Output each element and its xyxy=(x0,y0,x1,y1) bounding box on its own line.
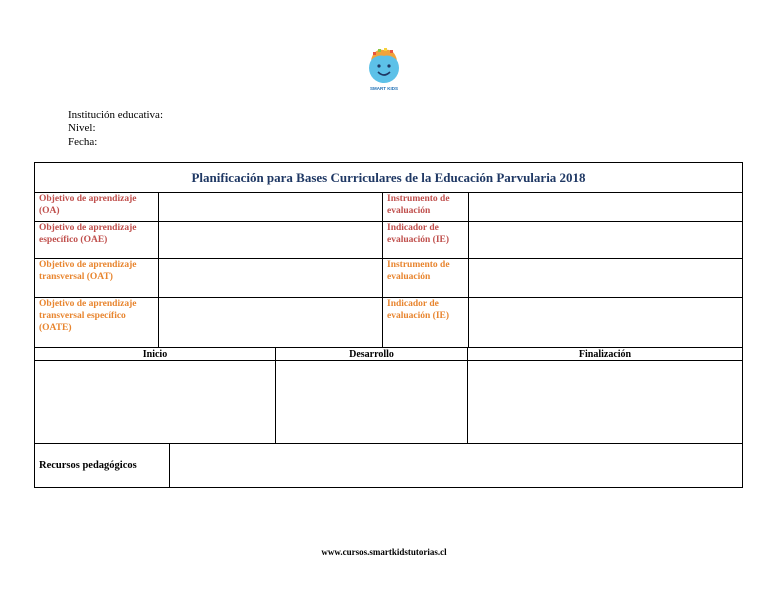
footer-url: www.cursos.smartkidstutorias.cl xyxy=(321,547,447,557)
stage-header-inicio: Inicio xyxy=(35,348,276,361)
oat-input-cell[interactable] xyxy=(159,259,383,298)
indicator-input-cell-2[interactable] xyxy=(469,298,743,348)
institution-label: Institución educativa: xyxy=(68,109,163,121)
indicator-input-cell-1[interactable] xyxy=(469,222,743,259)
stages-table xyxy=(34,347,743,444)
oat-label: Objetivo de aprendizaje transversal (OAT) xyxy=(35,259,159,298)
oae-label: Objetivo de aprendizaje específico (OAE) xyxy=(35,222,159,259)
stage-body-finalizacion[interactable] xyxy=(468,361,743,444)
level-label: Nivel: xyxy=(68,122,96,134)
stage-header-finalizacion: Finalización xyxy=(468,348,743,361)
resources-input-cell[interactable] xyxy=(170,444,743,488)
instrument-input-cell-1[interactable] xyxy=(469,193,743,222)
stage-body-inicio[interactable] xyxy=(35,361,276,444)
resources-table xyxy=(34,443,743,488)
planning-table xyxy=(34,162,743,348)
table-title: Planificación para Bases Curriculares de la Educación Parvularia 2018 xyxy=(35,163,743,193)
oa-input-cell[interactable] xyxy=(159,193,383,222)
stage-body-desarrollo[interactable] xyxy=(276,361,468,444)
logo-caption: SMART KIDS xyxy=(370,86,398,91)
oate-input-cell[interactable] xyxy=(159,298,383,348)
oa-label: Objetivo de aprendizaje (OA) xyxy=(35,193,159,222)
indicator-label-1: Indicador de evaluación (IE) xyxy=(383,222,469,259)
instrument-input-cell-2[interactable] xyxy=(469,259,743,298)
oae-input-cell[interactable] xyxy=(159,222,383,259)
instrument-label-2: Instrumento de evaluación xyxy=(383,259,469,298)
resources-label: Recursos pedagógicos xyxy=(35,444,170,488)
stage-header-desarrollo: Desarrollo xyxy=(276,348,468,361)
instrument-label-1: Instrumento de evaluación xyxy=(383,193,469,222)
date-label: Fecha: xyxy=(68,136,98,148)
oate-label: Objetivo de aprendizaje transversal específico (OATE) xyxy=(35,298,159,348)
indicator-label-2: Indicador de evaluación (IE) xyxy=(383,298,469,348)
